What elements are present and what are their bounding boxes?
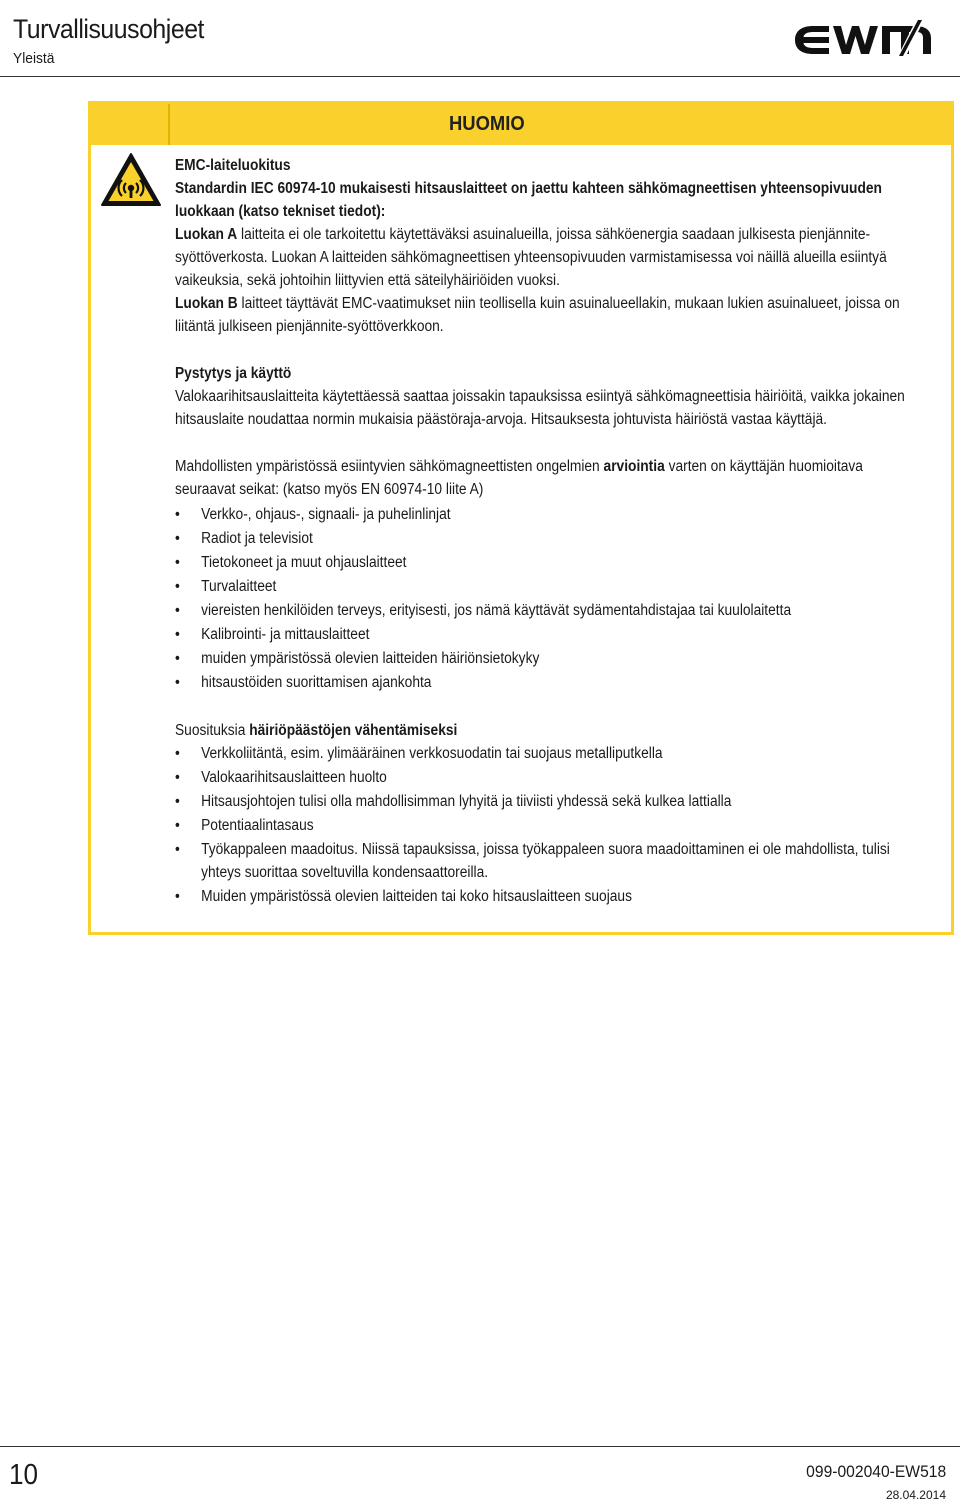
class-b-label: Luokan B: [175, 295, 238, 312]
list-item: • hitsaustöiden suorittamisen ajankohta: [175, 671, 913, 694]
list-item: • viereisten henkilöiden terveys, erityisesti, jos nämä käyttävät sydämentahdistajaa tai kuulolaitetta: [175, 599, 913, 622]
list-item: • Valokaarihitsauslaitteen huolto: [175, 766, 913, 789]
emc-intro: Standardin IEC 60974-10 mukaisesti hitsauslaitteet on jaettu kahteen sähkömagneettisen yhteensopivuuden luokkaan (katso tekniset tiedot):: [175, 180, 882, 220]
class-a-text: laitteita ei ole tarkoitettu käytettäväksi asuinalueilla, joissa sähköenergia saadaan julkisesta pienjännitesyöttöverkosta. Luokan A laitteiden sähkömagneettisen yhteensopivuuden varmistamisessa voi näillä alueilla esiintyä vaikeuksia, sekä johtoihin liittyvien että säteilyhäiriöiden vuoksi.: [175, 226, 887, 289]
notice-box: [88, 101, 954, 935]
list-item: • Hitsausjohtojen tulisi olla mahdollisimman lyhyitä ja tiiviisti yhdessä sekä kulkea lattialla: [175, 790, 913, 813]
class-a-paragraph: [175, 223, 913, 292]
list-item: • Työkappaleen maadoitus. Niissä tapauksissa, joissa työkappaleen suora maadoittaminen ei ole mahdollista, tulisi yhteys suorittaa soveltuvilla kondensaattoreilla.: [175, 838, 913, 884]
recommendations-intro: Suosituksia häiriöpäästöjen vähentämiseksi: [175, 722, 458, 739]
header-divider: [0, 76, 960, 77]
class-b-text: laitteet täyttävät EMC-vaatimukset niin teollisella kuin asuinalueellakin, mukaan lukien asuinalueet, joissa on liitäntä julkiseen pienjännite-syöttöverkkoon.: [175, 295, 900, 335]
list-item: • Verkko-, ohjaus-, signaali- ja puhelinlinjat: [175, 503, 913, 526]
notice-bar-divider: [168, 104, 170, 145]
notice-heading: HUOMIO: [449, 113, 525, 135]
page-title: Turvallisuusohjeet: [13, 14, 205, 44]
document-date: 28.04.2014: [885, 1488, 946, 1502]
list-item: • Kalibrointi- ja mittauslaitteet: [175, 623, 913, 646]
assessment-intro: Mahdollisten ympäristössä esiintyvien sähkömagneettisten ongelmien arviointia varten on käyttäjän huomioitava seuraavat seikat: (katso myös EN 60974-10 liite A): [175, 458, 863, 498]
notice-header-bar: [91, 104, 951, 145]
setup-title: Pystytys ja käyttö: [175, 365, 292, 382]
class-a-label: Luokan A: [175, 226, 238, 243]
electromagnetic-field-warning-icon: [100, 152, 162, 207]
list-item: • Muiden ympäristössä olevien laitteiden tai koko hitsauslaitteen suojaus: [175, 885, 913, 908]
list-item: • Radiot ja televisiot: [175, 527, 913, 550]
ewm-logo: [793, 18, 935, 58]
page-number: 10: [9, 1459, 39, 1491]
class-b-paragraph: [175, 292, 913, 338]
document-code: 099-002040-EW518: [806, 1462, 946, 1481]
page-subtitle: Yleistä: [13, 50, 55, 67]
list-item: • Potentiaalintasaus: [175, 814, 913, 837]
recommendations-list: [175, 742, 913, 908]
list-item: • Turvalaitteet: [175, 575, 913, 598]
list-item: • Tietokoneet ja muut ohjauslaitteet: [175, 551, 913, 574]
footer-divider: [0, 1446, 960, 1447]
list-item: • muiden ympäristössä olevien laitteiden häiriönsietokyky: [175, 647, 913, 670]
list-item: • Verkkoliitäntä, esim. ylimääräinen verkkosuodatin tai suojaus metalliputkella: [175, 742, 913, 765]
emc-title: EMC-laiteluokitus: [175, 157, 291, 174]
setup-text: Valokaarihitsauslaitteita käytettäessä saattaa joissakin tapauksissa esiintyä sähkömagneettisia häiriöitä, vaikka jokainen hitsauslaite noudattaa normin mukaisia päästöraja-arvoja. Hitsauksesta johtuvista häiriöstä vastaa käyttäjä.: [175, 388, 905, 428]
assessment-list: [175, 503, 913, 694]
notice-content: [175, 154, 913, 909]
